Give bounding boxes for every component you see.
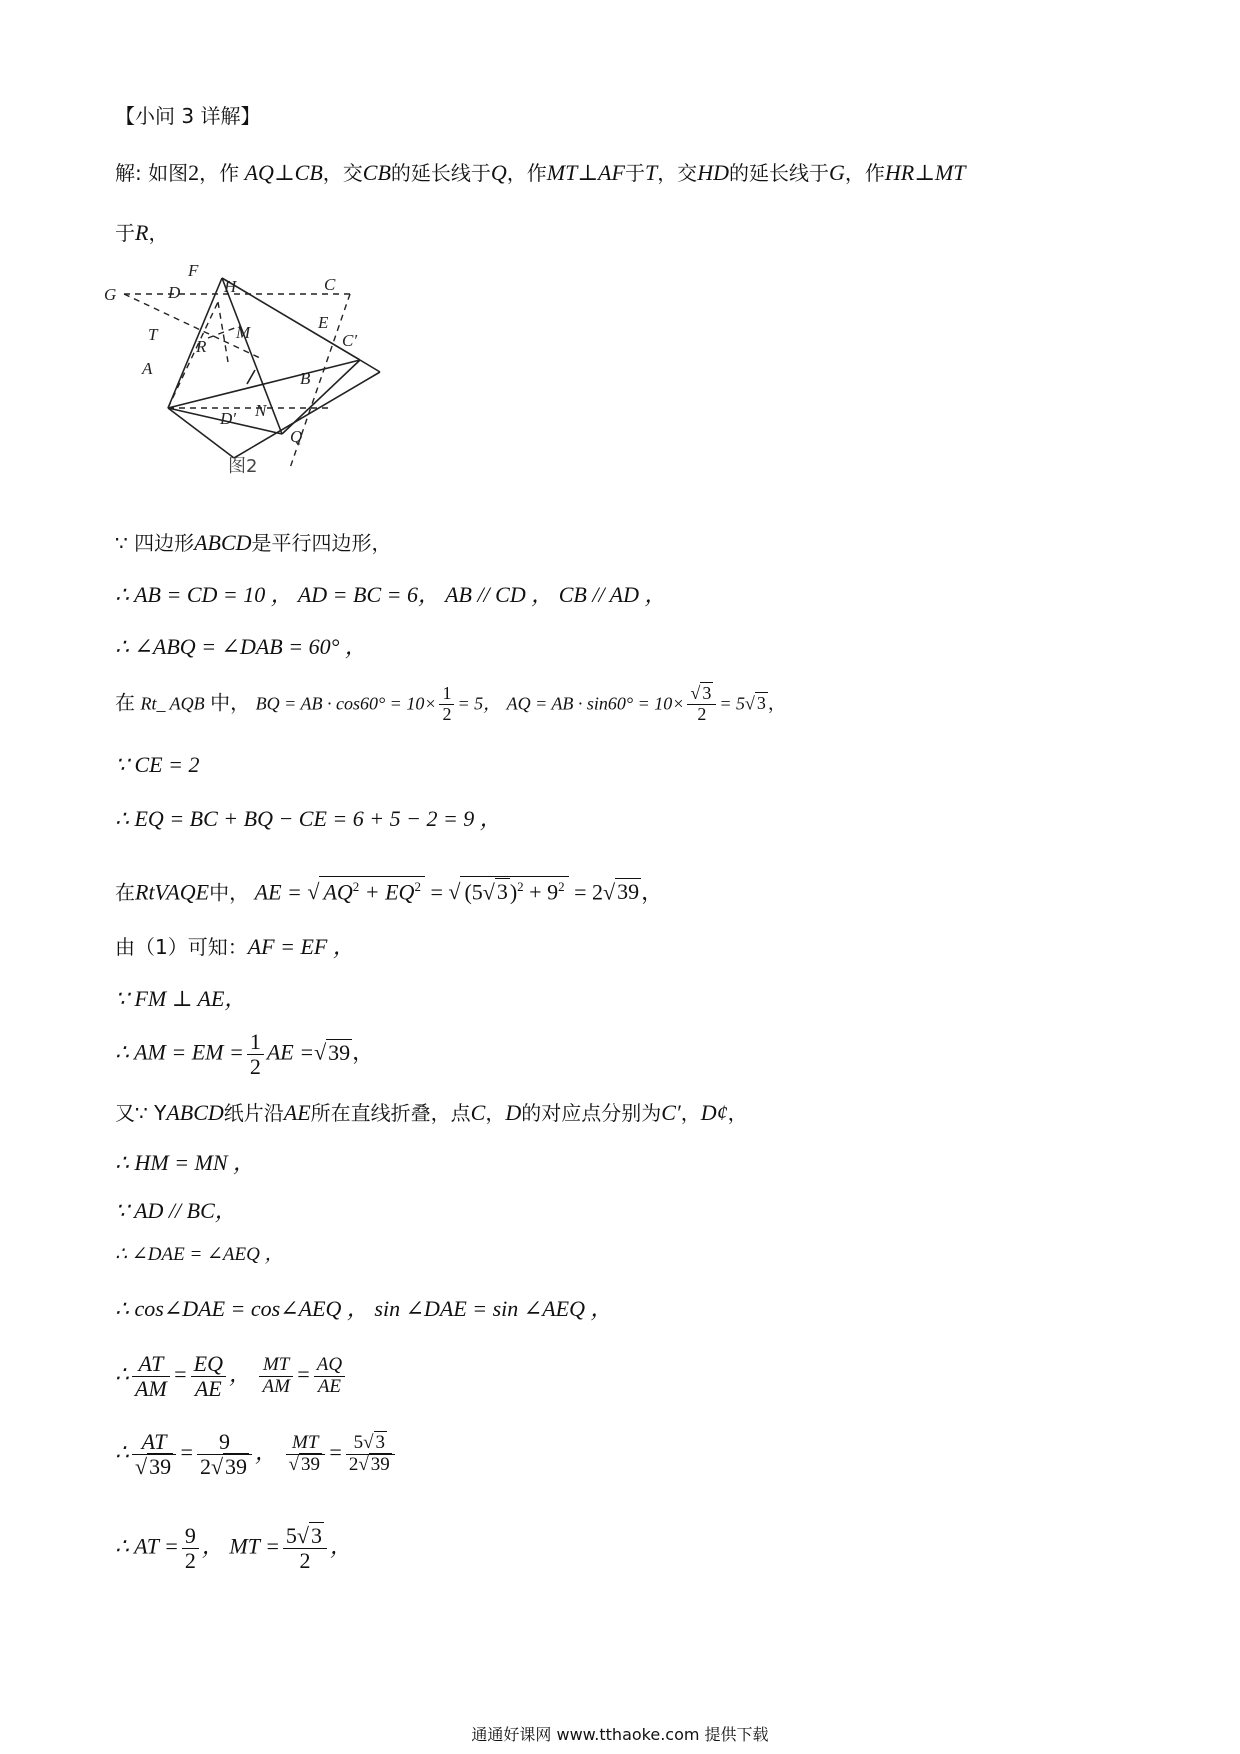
label-B: B <box>300 369 311 388</box>
label-E: E <box>318 313 329 332</box>
label-D-prime: D′ <box>220 409 236 428</box>
fig-number: 2 <box>188 160 200 185</box>
fraction <box>439 684 454 725</box>
point: G <box>828 160 845 185</box>
line-10 <box>115 1030 374 1079</box>
segment: AF <box>598 160 625 185</box>
math: AE = <box>266 1039 315 1065</box>
fraction: $\frac{5√3}{2}$ <box>283 1524 327 1573</box>
segment: HD <box>697 160 729 185</box>
intro-text: ，作 <box>199 161 240 185</box>
line-14: ∴ ∠DAE = ∠AEQ ， <box>115 1244 284 1265</box>
line-17 <box>115 1430 398 1479</box>
segment: MT <box>934 160 966 185</box>
sqrt: √ $AQ^2 + EQ^2$ <box>307 879 425 904</box>
segment: MT <box>546 160 578 185</box>
sqrt: √ $(5√3)^2 + 9^2$ <box>448 879 568 904</box>
intro-line-1 <box>115 160 965 186</box>
math: D¢ <box>700 1100 728 1125</box>
math: RtVAQE <box>135 879 210 905</box>
perp-symbol: ⊥ <box>273 160 295 185</box>
math: AE <box>283 1100 311 1125</box>
line-15: ∴ cos∠DAE = cos∠AEQ ， sin ∠DAE = sin ∠AEQ ， <box>115 1296 613 1321</box>
math: Rt_ AQB <box>140 693 205 714</box>
fraction: $\frac{9}{2√39}$ <box>197 1430 252 1479</box>
label-R: R <box>196 337 207 356</box>
math: ABCD <box>166 1100 224 1125</box>
denominator: 2 <box>697 703 707 724</box>
text: ∵ 四边形 <box>115 531 195 555</box>
line-6: ∴ EQ = BC + BQ − CE = 6 + 5 − 2 = 9 ， <box>115 806 502 831</box>
intro-text: 的延长线于 <box>390 161 491 185</box>
label-C-prime: C′ <box>342 331 358 350</box>
text: 所在直线折叠，点 <box>310 1101 471 1125</box>
intro-line-2 <box>115 220 168 246</box>
numerator: 1 <box>439 684 454 705</box>
intro-text: ，作 <box>506 161 547 185</box>
fraction: $\frac{9}{2}$ <box>182 1524 199 1573</box>
sqrt: √39 <box>603 879 640 905</box>
math: ∴ AT = <box>115 1533 179 1559</box>
line-5: ∵ CE = 2 <box>115 752 200 777</box>
label-Q: Q <box>290 427 303 446</box>
text: 由（1）可知： <box>115 935 248 959</box>
math: AF = EF ， <box>247 934 355 959</box>
math: = <box>295 1361 311 1387</box>
intro-text: ，交 <box>657 161 698 185</box>
fraction: $\frac{MT}{√ 39}$ <box>286 1433 325 1476</box>
text: 中， <box>210 690 251 715</box>
right-angle-mark <box>247 370 255 384</box>
point: T <box>644 160 658 185</box>
intro-text: 解: 如图 <box>115 161 189 185</box>
math: C <box>470 1100 486 1125</box>
math: BQ = AB · cos60° = 10× <box>255 693 437 714</box>
footer-credit: 通通好课网 www.tthaoke.com 提供下载 <box>471 1725 769 1744</box>
line-FE <box>222 278 360 360</box>
math: = <box>327 1439 343 1465</box>
line-12: ∴ HM = MN ， <box>115 1150 256 1175</box>
intro-text: ， <box>148 221 169 245</box>
numerator: √ 3 <box>687 684 716 705</box>
intro-text: ，交 <box>322 161 363 185</box>
label-T: T <box>148 325 158 344</box>
math: ， <box>228 1361 251 1387</box>
line-9: ∵ FM ⊥ AE， <box>115 986 247 1011</box>
denominator: 2 <box>249 1054 261 1080</box>
label-N: N <box>255 401 267 420</box>
line-EC-prime <box>360 360 380 372</box>
math: ， MT = <box>201 1533 280 1559</box>
math: ， <box>352 1039 375 1065</box>
math: ， <box>255 1439 278 1465</box>
math: ， <box>767 693 786 714</box>
intro-text: 于 <box>624 161 645 185</box>
perp-symbol: ⊥ <box>914 160 935 185</box>
fraction: $\frac{AQ}{AE}$ <box>314 1355 345 1398</box>
math: ， <box>330 1533 353 1559</box>
label-M: M <box>236 323 251 342</box>
text: ， <box>727 1101 748 1125</box>
fraction: $\frac{AT}{√39}$ <box>132 1430 176 1479</box>
text: ， <box>680 1101 701 1125</box>
text: 是平行四边形， <box>251 531 392 555</box>
math: ∴ <box>115 1439 129 1465</box>
math: = 5 <box>719 693 745 714</box>
math: ABCD <box>194 530 252 555</box>
figure-caption: 图2 <box>228 456 258 477</box>
fraction: $\frac{MT}{AM}$ <box>259 1355 292 1398</box>
section-heading: 【小问 3 详解】 <box>115 104 261 128</box>
line-1 <box>115 530 392 556</box>
numerator: 1 <box>247 1030 264 1055</box>
text: 又∵ Y <box>115 1101 167 1125</box>
point: Q <box>490 160 507 185</box>
line-18 <box>115 1524 352 1573</box>
label-A: A <box>142 359 153 378</box>
text: 中， <box>209 880 250 905</box>
fraction: $\frac{EQ}{AE}$ <box>191 1352 226 1401</box>
segment: CB <box>362 160 391 185</box>
line-7 <box>115 876 663 906</box>
line-2: ∴ AB = CD = 10 ， AD = BC = 6， AB // CD ， CB // AD ， <box>115 582 667 607</box>
intro-text: ，作 <box>844 161 885 185</box>
line-4 <box>115 684 786 725</box>
label-H: H <box>224 277 237 296</box>
line-3: ∴ ∠ABQ = ∠DAB = 60° ， <box>115 634 367 659</box>
denominator: 2 <box>442 703 452 724</box>
intro-text: 于 <box>115 221 135 245</box>
fraction <box>687 684 716 725</box>
segment: CB <box>294 160 323 185</box>
sqrt: √ 3 <box>744 693 766 714</box>
label-G: G <box>104 285 117 304</box>
math: AQ = AB · sin60° = 10× <box>506 693 685 714</box>
math: ∴ AM = EM = <box>115 1039 244 1065</box>
intro-text: 的延长线于 <box>728 161 829 185</box>
math: AE = <box>254 879 302 905</box>
line-13: ∵ AD // BC， <box>115 1198 237 1223</box>
label-F: F <box>188 261 199 280</box>
text: ， <box>485 1101 506 1125</box>
text: 在 <box>115 690 135 715</box>
text: 纸片沿 <box>223 1101 284 1125</box>
math: ， <box>641 879 664 905</box>
fraction: $\frac{AT}{AM}$ <box>132 1352 170 1401</box>
geometry-figure <box>104 261 412 512</box>
math: C′ <box>661 1100 681 1125</box>
math: = 5， <box>457 693 502 714</box>
fraction: $\frac{5√ 3}{2√ 39}$ <box>346 1433 395 1476</box>
line-16 <box>115 1352 348 1401</box>
perp-symbol: ⊥ <box>577 160 599 185</box>
segment: HR <box>884 160 915 185</box>
math: = 2 <box>568 879 604 905</box>
text: 的对应点分别为 <box>521 1101 662 1125</box>
point: R <box>135 220 149 245</box>
line-11 <box>115 1100 748 1126</box>
text: 在 <box>115 880 135 905</box>
segment: AQ <box>244 160 274 185</box>
math: = <box>172 1361 188 1387</box>
math: ∴ <box>115 1361 129 1387</box>
math: = <box>179 1439 194 1465</box>
label-C: C <box>324 275 336 294</box>
math: = <box>424 879 443 905</box>
fraction <box>247 1030 264 1079</box>
line-8 <box>115 934 355 960</box>
math: D <box>505 1100 522 1125</box>
sqrt: √39 <box>314 1039 351 1065</box>
label-D: D <box>168 283 181 302</box>
